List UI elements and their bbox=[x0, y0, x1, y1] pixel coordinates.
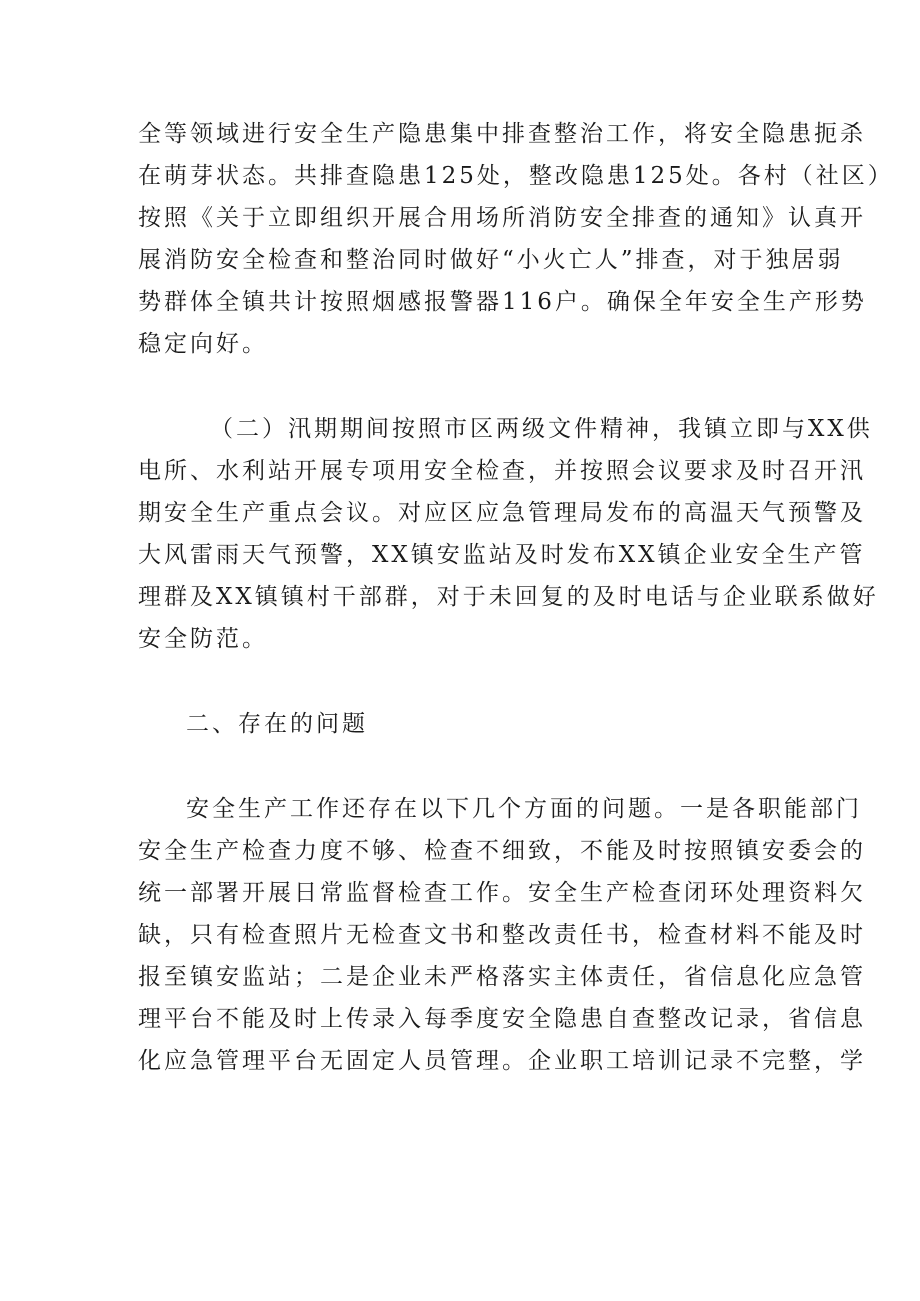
paragraph-flood-season bbox=[138, 408, 879, 660]
text-line: 安全生产工作还存在以下几个方面的问题。一是各职能部门 bbox=[186, 796, 862, 822]
text-line: （二）汛期期间按照市区两级文件精神，我镇立即与XX供 bbox=[210, 416, 873, 442]
text-line: 在萌芽状态。共排查隐患125处，整改隐患125处。各村（社区） bbox=[138, 163, 894, 189]
paragraph-continuation bbox=[138, 113, 894, 365]
text-line: 电所、水利站开展专项用安全检查，并按照会议要求及时召开汛 bbox=[138, 458, 866, 484]
paragraph-spacer bbox=[138, 745, 798, 788]
text-line: 势群体全镇共计按照烟感报警器116户。确保全年安全生产形势 bbox=[138, 289, 867, 315]
text-line: 展消防安全检查和整治同时做好“小火亡人”排查，对于独居弱 bbox=[138, 247, 844, 273]
text-line: 全等领域进行安全生产隐患集中排查整治工作，将安全隐患扼杀 bbox=[138, 121, 866, 147]
text-line: 理平台不能及时上传录入每季度安全隐患自查整改记录，省信息 bbox=[138, 1006, 866, 1032]
text-line: 缺，只有检查照片无检查文书和整改责任书，检查材料不能及时 bbox=[138, 922, 866, 948]
text-line: 按照《关于立即组织开展合用场所消防安全排查的通知》认真开 bbox=[138, 205, 866, 231]
section-heading-text: 二、存在的问题 bbox=[186, 711, 368, 737]
text-line: 统一部署开展日常监督检查工作。安全生产检查闭环处理资料欠 bbox=[138, 880, 866, 906]
paragraph-spacer bbox=[138, 365, 798, 408]
text-line: 报至镇安监站；二是企业未严格落实主体责任，省信息化应急管 bbox=[138, 964, 866, 990]
text-line: 安全防范。 bbox=[138, 626, 268, 652]
paragraph-problems bbox=[138, 788, 866, 1082]
text-line: 大风雷雨天气预警，XX镇安监站及时发布XX镇企业安全生产管 bbox=[138, 542, 866, 568]
text-line: 化应急管理平台无固定人员管理。企业职工培训记录不完整，学 bbox=[138, 1048, 866, 1074]
document-body bbox=[138, 113, 894, 1082]
text-line: 理群及XX镇镇村干部群，对于未回复的及时电话与企业联系做好 bbox=[138, 584, 879, 610]
paragraph-spacer bbox=[138, 660, 798, 703]
section-heading bbox=[138, 703, 798, 745]
text-line: 期安全生产重点会议。对应区应急管理局发布的高温天气预警及 bbox=[138, 500, 866, 526]
text-line: 稳定向好。 bbox=[138, 331, 268, 357]
text-line: 安全生产检查力度不够、检查不细致，不能及时按照镇安委会的 bbox=[138, 838, 866, 864]
